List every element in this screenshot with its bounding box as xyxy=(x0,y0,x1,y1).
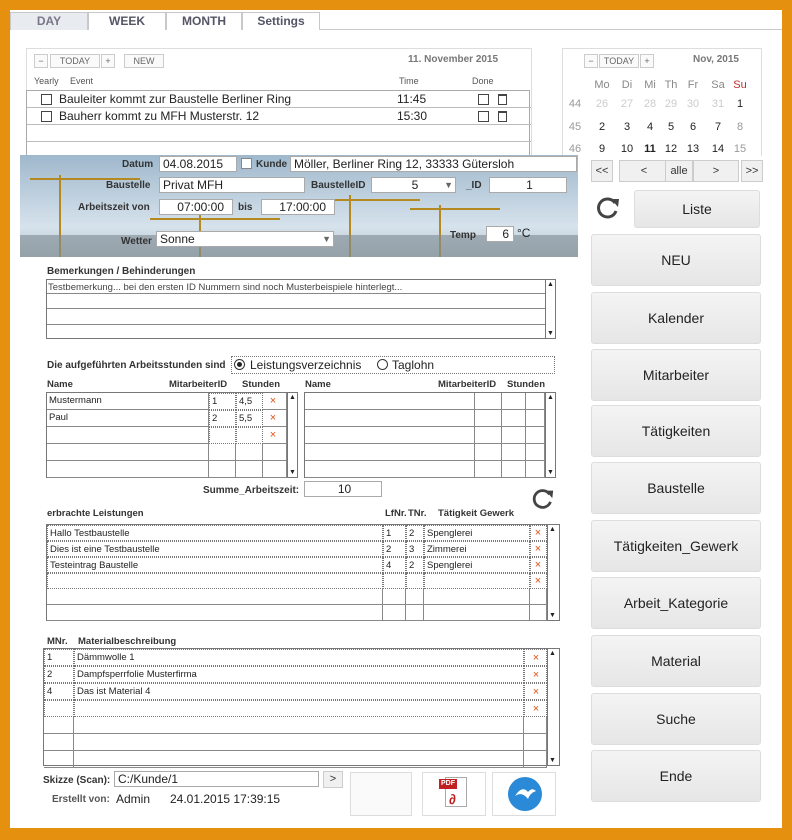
chevron-down-icon: ▼ xyxy=(322,234,331,244)
materialbeschreibung-cell[interactable] xyxy=(74,700,524,717)
name-cell[interactable] xyxy=(305,461,475,478)
materialbeschreibung-cell[interactable]: Das ist Material 4 xyxy=(74,683,524,700)
done-checkbox[interactable] xyxy=(478,111,489,122)
event-time: 11:45 xyxy=(397,92,427,106)
calendar-day[interactable]: 4 xyxy=(646,121,654,133)
tab-month[interactable]: MONTH xyxy=(166,12,242,30)
skizze-open-button[interactable]: > xyxy=(323,771,343,788)
calendar-day[interactable]: 30 xyxy=(686,98,700,110)
table-row[interactable] xyxy=(44,666,547,683)
event-row[interactable] xyxy=(27,108,531,125)
table-row[interactable] xyxy=(47,461,287,478)
bis-label: bis xyxy=(238,202,253,213)
skizze-label: Skizze (Scan): xyxy=(43,775,111,786)
weekday-label: Fr xyxy=(687,79,699,91)
lfnr-cell[interactable]: 1 xyxy=(383,525,406,541)
id-field[interactable]: 1 xyxy=(489,177,567,193)
name-cell[interactable]: Paul xyxy=(47,410,209,427)
baustelle-button[interactable]: Baustelle xyxy=(591,462,761,514)
stunden-cell[interactable] xyxy=(502,410,526,427)
tnr-cell[interactable]: 3 xyxy=(406,541,424,557)
arbeit-kategorie-button[interactable]: Arbeit_Kategorie xyxy=(591,577,761,629)
delete-cell xyxy=(263,427,287,444)
suche-button[interactable]: Suche xyxy=(591,693,761,745)
delete-icon[interactable]: × xyxy=(534,527,542,539)
summe-label: Summe_Arbeitszeit: xyxy=(203,485,300,496)
taetigkeiten-button[interactable]: Tätigkeiten xyxy=(591,405,761,457)
col-taetigkeit: Tätigkeit Gewerk xyxy=(438,508,515,519)
tnr-cell[interactable] xyxy=(406,605,424,621)
bemerkungen-label: Bemerkungen / Behinderungen xyxy=(47,266,196,277)
leistungen-label: erbrachte Leistungen xyxy=(47,508,144,519)
stunden-cell[interactable]: 4,5 xyxy=(236,393,263,410)
delete-cell xyxy=(524,649,547,666)
col-yearly: Yearly xyxy=(34,76,59,86)
stunden-cell[interactable] xyxy=(502,427,526,444)
table-row[interactable] xyxy=(44,683,547,700)
mitarbeiterid-cell[interactable] xyxy=(209,427,236,444)
wetter-select[interactable] xyxy=(156,231,334,247)
name-cell[interactable] xyxy=(305,427,475,444)
delete-cell xyxy=(524,734,547,751)
arbeitsstunden-label: Die aufgeführten Arbeitsstunden sind xyxy=(47,360,226,371)
delete-icon[interactable]: × xyxy=(269,412,277,424)
col-stunden: Stunden xyxy=(242,379,280,390)
stunden-cell[interactable] xyxy=(502,444,526,461)
table-row[interactable] xyxy=(47,557,547,573)
temp-label: Temp xyxy=(450,230,476,241)
stunden-cell[interactable] xyxy=(236,444,263,461)
lfnr-cell[interactable] xyxy=(383,589,406,605)
scrollbar[interactable]: ▲ ▼ xyxy=(547,281,554,337)
mitarbeiterid-cell[interactable] xyxy=(475,427,502,444)
today-button[interactable]: TODAY xyxy=(50,54,100,68)
scrollbar[interactable] xyxy=(545,393,555,477)
col-time: Time xyxy=(399,76,419,86)
stunden-cell[interactable] xyxy=(236,461,263,478)
delete-cell xyxy=(526,461,545,478)
tnr-cell[interactable] xyxy=(406,589,424,605)
leistung-text-cell[interactable] xyxy=(47,573,383,589)
materialbeschreibung-cell[interactable] xyxy=(74,717,524,734)
refresh-icon[interactable] xyxy=(594,194,622,222)
event-row[interactable] xyxy=(27,91,531,108)
delete-cell xyxy=(263,444,287,461)
erstellt-user: Admin xyxy=(116,792,151,806)
calendar-day[interactable]: 9 xyxy=(598,143,606,155)
leistung-text-cell[interactable]: Dies ist eine Testbaustelle xyxy=(47,541,383,557)
mnr-cell[interactable] xyxy=(44,734,74,751)
calendar-day[interactable]: 2 xyxy=(598,121,606,133)
lfnr-cell[interactable] xyxy=(383,605,406,621)
name-cell[interactable] xyxy=(47,444,209,461)
kunde-label: Kunde xyxy=(256,159,288,170)
name-cell[interactable] xyxy=(47,461,209,478)
radio-taglohn-label: Taglohn xyxy=(392,358,435,372)
table-row[interactable] xyxy=(44,717,547,734)
today-next-button[interactable]: + xyxy=(101,54,115,68)
gewerk-cell[interactable]: Zimmerei xyxy=(424,541,530,557)
delete-cell xyxy=(263,393,287,410)
delete-cell xyxy=(526,410,545,427)
week-number: 46 xyxy=(568,143,582,155)
neu-button[interactable]: NEU xyxy=(591,234,761,286)
wetter-value: Sonne xyxy=(160,232,195,246)
nav-next-button[interactable]: > xyxy=(693,160,739,182)
table-row[interactable] xyxy=(47,427,287,444)
gewerk-cell[interactable] xyxy=(424,605,530,621)
table-row[interactable] xyxy=(44,700,547,717)
lfnr-cell[interactable]: 2 xyxy=(383,541,406,557)
cal-next-button[interactable]: + xyxy=(640,54,654,68)
cal-today-button[interactable]: TODAY xyxy=(599,54,639,68)
temp-unit: °C xyxy=(517,226,531,240)
leistung-text-cell[interactable]: Testeintrag Baustelle xyxy=(47,557,383,573)
arbeitszeit-label: Arbeitszeit von xyxy=(78,202,150,213)
mitarbeiterid-cell[interactable] xyxy=(209,461,236,478)
scroll-up-icon[interactable]: ▲ xyxy=(547,394,554,401)
gewerk-cell[interactable]: Spenglerei xyxy=(424,525,530,541)
datum-picker-button[interactable] xyxy=(241,158,252,169)
radio-leistungsverzeichnis-label: Leistungsverzeichnis xyxy=(250,358,362,372)
tab-bar xyxy=(10,10,782,30)
leistung-text-cell[interactable]: Hallo Testbaustelle xyxy=(47,525,383,541)
table-row[interactable] xyxy=(47,605,547,621)
kalender-button[interactable]: Kalender xyxy=(591,292,761,344)
table-row[interactable] xyxy=(305,427,545,444)
mail-icon[interactable] xyxy=(492,772,556,816)
mitarbeiter-button[interactable]: Mitarbeiter xyxy=(591,349,761,401)
col-mitarbeiterid-right: MitarbeiterID xyxy=(438,379,497,390)
week-number: 45 xyxy=(568,121,582,133)
bemerkungen-textarea[interactable] xyxy=(46,279,556,339)
name-cell[interactable] xyxy=(305,410,475,427)
leistung-text-cell[interactable] xyxy=(47,589,383,605)
arbeitszeit-bis-field[interactable]: 17:00:00 xyxy=(261,199,335,215)
tab-week[interactable]: WEEK xyxy=(88,12,166,30)
mnr-cell[interactable] xyxy=(44,700,74,717)
calendar-month: Nov, 2015 xyxy=(693,54,739,65)
col-materialbeschreibung: Materialbeschreibung xyxy=(78,636,177,647)
delete-cell xyxy=(530,525,547,541)
mitarbeiterid-cell[interactable] xyxy=(475,444,502,461)
skizze-field[interactable]: C:/Kunde/1 xyxy=(114,771,319,787)
mitarbeiterid-cell[interactable] xyxy=(475,410,502,427)
stunden-cell[interactable] xyxy=(502,461,526,478)
table-row[interactable] xyxy=(305,444,545,461)
scrollbar[interactable] xyxy=(547,525,557,620)
scrollbar[interactable] xyxy=(287,393,297,477)
mitarbeiterid-cell[interactable] xyxy=(475,461,502,478)
delete-icon[interactable]: × xyxy=(532,703,540,715)
col-name-right: Name xyxy=(305,379,331,390)
delete-cell xyxy=(524,700,547,717)
calendar-day[interactable]: 10 xyxy=(620,143,634,155)
stunden-table-left xyxy=(46,392,298,478)
ende-button[interactable]: Ende xyxy=(591,750,761,802)
id-label: _ID xyxy=(466,180,482,191)
calendar-day[interactable]: 28 xyxy=(643,98,657,110)
name-cell[interactable]: Mustermann xyxy=(47,393,209,410)
delete-icon[interactable]: × xyxy=(534,543,542,555)
delete-icon[interactable]: × xyxy=(532,686,540,698)
new-event-button[interactable]: NEW xyxy=(124,54,164,68)
delete-cell xyxy=(524,683,547,700)
pdf-badge: PDF xyxy=(441,780,455,787)
col-name: Name xyxy=(47,379,73,390)
calendar-day[interactable]: 31 xyxy=(711,98,725,110)
tnr-cell[interactable]: 2 xyxy=(406,557,424,573)
mitarbeiterid-cell[interactable]: 2 xyxy=(209,410,236,427)
calendar-day[interactable]: 26 xyxy=(595,98,609,110)
col-mitarbeiterid: MitarbeiterID xyxy=(169,379,228,390)
scroll-up-icon[interactable]: ▲ xyxy=(549,650,556,657)
delete-icon[interactable]: × xyxy=(532,669,540,681)
mail-icon-circle xyxy=(508,777,542,811)
mitarbeiterid-cell[interactable] xyxy=(209,444,236,461)
col-stunden-right: Stunden xyxy=(507,379,545,390)
tab-day[interactable]: DAY xyxy=(10,12,88,30)
calendar-day[interactable]: 12 xyxy=(664,143,678,155)
material-table xyxy=(43,648,560,766)
table-row[interactable] xyxy=(47,525,547,541)
table-row[interactable] xyxy=(305,461,545,478)
liste-button[interactable]: Liste xyxy=(634,190,760,228)
col-event: Event xyxy=(70,76,94,86)
delete-cell xyxy=(524,666,547,683)
table-row[interactable] xyxy=(47,541,547,557)
radio-leistungsverzeichnis[interactable] xyxy=(234,359,245,370)
baustelleid-select[interactable] xyxy=(371,177,456,193)
calendar-day[interactable]: 1 xyxy=(736,98,744,110)
calendar-day[interactable]: 27 xyxy=(620,98,634,110)
arbeitsstunden-radio-group xyxy=(231,356,555,374)
mnr-cell[interactable]: 1 xyxy=(44,649,74,666)
stunden-table-right xyxy=(304,392,556,478)
delete-icon[interactable]: × xyxy=(269,429,277,441)
delete-icon[interactable]: × xyxy=(532,652,540,664)
event-text: Bauleiter kommt zur Baustelle Berliner Ring xyxy=(59,92,292,106)
weekday-label: Th xyxy=(664,79,678,91)
wetter-label: Wetter xyxy=(121,236,152,247)
leistungen-table xyxy=(46,524,560,621)
table-row[interactable] xyxy=(47,393,287,410)
weekday-label: Di xyxy=(621,79,633,91)
stunden-cell[interactable] xyxy=(236,427,263,444)
materialbeschreibung-cell[interactable] xyxy=(74,751,524,768)
done-checkbox[interactable] xyxy=(478,94,489,105)
arbeitszeit-von-field[interactable]: 07:00:00 xyxy=(159,199,233,215)
table-row[interactable] xyxy=(44,649,547,666)
col-done: Done xyxy=(472,76,494,86)
delete-icon[interactable]: × xyxy=(534,559,542,571)
col-lfnr: LfNr. xyxy=(385,508,407,519)
yearly-checkbox[interactable] xyxy=(41,94,52,105)
col-mnr: MNr. xyxy=(47,636,68,647)
cal-prev-button[interactable]: − xyxy=(584,54,598,68)
delete-cell xyxy=(524,717,547,734)
scroll-up-icon[interactable]: ▲ xyxy=(549,526,556,533)
material-button[interactable]: Material xyxy=(591,635,761,687)
calendar-day[interactable]: 6 xyxy=(689,121,697,133)
baustelleid-value: 5 xyxy=(411,178,419,192)
calendar-day[interactable]: 29 xyxy=(664,98,678,110)
event-time: 15:30 xyxy=(397,109,428,123)
mitarbeiterid-cell[interactable] xyxy=(475,393,502,410)
bemerkungen-line xyxy=(47,324,545,325)
leistung-text-cell[interactable] xyxy=(47,605,383,621)
erstellt-date: 24.01.2015 17:39:15 xyxy=(170,792,281,806)
week-number: 44 xyxy=(568,98,582,110)
baustelleid-label: BaustelleID xyxy=(311,180,366,191)
tab-settings[interactable]: Settings xyxy=(242,12,320,30)
erstellt-label: Erstellt von: xyxy=(52,794,110,805)
delete-cell xyxy=(526,427,545,444)
table-row[interactable] xyxy=(305,410,545,427)
delete-cell xyxy=(530,541,547,557)
table-row[interactable] xyxy=(47,573,547,589)
stunden-cell[interactable]: 5,5 xyxy=(236,410,263,427)
weekday-label: Mi xyxy=(644,79,656,91)
gewerk-cell[interactable] xyxy=(424,589,530,605)
calendar-day[interactable]: 11 xyxy=(644,143,656,155)
table-row[interactable] xyxy=(47,410,287,427)
events-list xyxy=(26,90,530,156)
pdf-icon[interactable] xyxy=(422,772,486,816)
name-cell[interactable] xyxy=(305,444,475,461)
delete-icon[interactable]: × xyxy=(534,575,542,587)
calendar-day[interactable]: 7 xyxy=(714,121,722,133)
delete-cell xyxy=(530,605,547,621)
delete-cell xyxy=(526,393,545,410)
table-row[interactable] xyxy=(44,734,547,751)
name-cell[interactable] xyxy=(305,393,475,410)
weekday-label: Mo xyxy=(594,79,610,91)
taetigkeiten-gewerk-button[interactable]: Tätigkeiten_Gewerk xyxy=(591,520,761,572)
weekday-label: Su xyxy=(733,79,747,91)
chevron-down-icon: ▼ xyxy=(444,180,453,190)
scroll-down-icon[interactable]: ▼ xyxy=(547,469,554,476)
baustelle-label: Baustelle xyxy=(106,180,151,191)
calendar-day[interactable]: 5 xyxy=(667,121,675,133)
event-text: Bauherr kommt zu MFH Musterstr. 12 xyxy=(59,109,260,123)
lfnr-cell[interactable]: 4 xyxy=(383,557,406,573)
tnr-cell[interactable] xyxy=(406,573,424,589)
app-window xyxy=(10,10,782,828)
mnr-cell[interactable] xyxy=(44,751,74,768)
trash-icon[interactable] xyxy=(498,111,507,122)
materialbeschreibung-cell[interactable]: Dampfsperrfolie Musterfirma xyxy=(74,666,524,683)
scroll-down-icon[interactable]: ▼ xyxy=(289,469,296,476)
name-cell[interactable] xyxy=(47,427,209,444)
scrollbar[interactable] xyxy=(547,649,557,765)
datum-field[interactable]: 04.08.2015 xyxy=(159,156,237,172)
table-row[interactable] xyxy=(47,589,547,605)
scroll-up-icon[interactable]: ▲ xyxy=(289,394,296,401)
stunden-cell[interactable] xyxy=(502,393,526,410)
delete-cell xyxy=(524,751,547,768)
delete-cell xyxy=(263,410,287,427)
image-placeholder-icon[interactable] xyxy=(350,772,412,816)
calendar-day[interactable]: 3 xyxy=(623,121,631,133)
trash-icon[interactable] xyxy=(498,94,507,105)
radio-taglohn[interactable] xyxy=(377,359,388,370)
refresh-icon[interactable] xyxy=(530,486,556,512)
bemerkungen-text: Testbemerkung... bei den ersten ID Nummern sind noch Musterbeispiele hinterlegt... xyxy=(48,282,403,293)
nav-prev-button[interactable]: < xyxy=(619,160,669,182)
delete-cell xyxy=(526,444,545,461)
mitarbeiterid-cell[interactable]: 1 xyxy=(209,393,236,410)
events-date: 11. November 2015 xyxy=(408,54,499,65)
event-row-empty[interactable] xyxy=(27,125,531,142)
mnr-cell[interactable]: 4 xyxy=(44,683,74,700)
kunde-field[interactable]: Möller, Berliner Ring 12, 33333 Gütersloh xyxy=(290,156,577,172)
summe-field: 10 xyxy=(304,481,382,497)
nav-last-button[interactable]: >> xyxy=(741,160,763,182)
table-row[interactable] xyxy=(305,393,545,410)
temp-field[interactable]: 6 xyxy=(486,226,514,242)
mnr-cell[interactable]: 2 xyxy=(44,666,74,683)
delete-icon[interactable]: × xyxy=(269,395,277,407)
baustelle-field[interactable]: Privat MFH xyxy=(159,177,305,193)
gewerk-cell[interactable] xyxy=(424,573,530,589)
calendar-day[interactable]: 8 xyxy=(736,121,744,133)
scroll-down-icon[interactable]: ▼ xyxy=(549,757,556,764)
nav-all-button[interactable]: alle xyxy=(665,160,693,182)
datum-label: Datum xyxy=(122,159,154,170)
delete-cell xyxy=(530,589,547,605)
table-row[interactable] xyxy=(44,751,547,768)
col-tnr: TNr. xyxy=(408,508,427,519)
weekday-label: Sa xyxy=(711,79,725,91)
lfnr-cell[interactable] xyxy=(383,573,406,589)
scroll-down-icon[interactable]: ▼ xyxy=(549,612,556,619)
bemerkungen-line xyxy=(47,293,545,309)
today-prev-button[interactable]: − xyxy=(34,54,48,68)
nav-first-button[interactable]: << xyxy=(591,160,613,182)
yearly-checkbox[interactable] xyxy=(41,111,52,122)
materialbeschreibung-cell[interactable]: Dämmwolle 1 xyxy=(74,649,524,666)
table-row[interactable] xyxy=(47,444,287,461)
acrobat-glyph: ∂ xyxy=(449,791,456,807)
calendar-day[interactable]: 15 xyxy=(733,143,747,155)
calendar-day[interactable]: 14 xyxy=(711,143,725,155)
gewerk-cell[interactable]: Spenglerei xyxy=(424,557,530,573)
materialbeschreibung-cell[interactable] xyxy=(74,734,524,751)
delete-cell xyxy=(263,461,287,478)
calendar-day[interactable]: 13 xyxy=(686,143,700,155)
tnr-cell[interactable]: 2 xyxy=(406,525,424,541)
delete-cell xyxy=(530,557,547,573)
delete-cell xyxy=(530,573,547,589)
mnr-cell[interactable] xyxy=(44,717,74,734)
